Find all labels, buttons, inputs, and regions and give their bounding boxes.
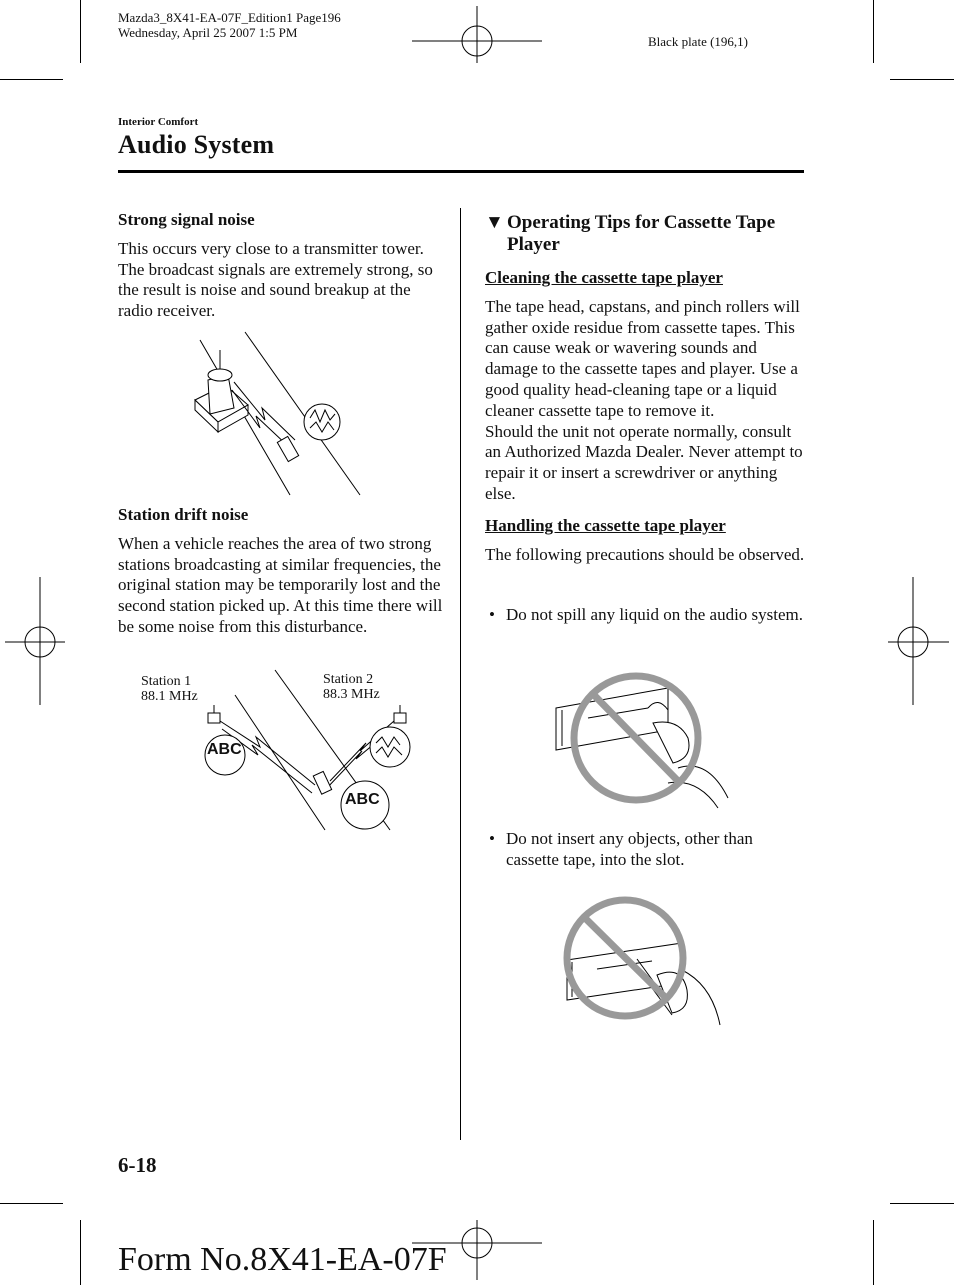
cleaning-body-2: Should the unit not operate normally, consult an Authorized Mazda Dealer. Never attempt to repair it or insert a screwdriver or anything else.: [485, 421, 803, 503]
station2-name: Station 2: [323, 672, 374, 687]
strong-signal-body: This occurs very close to a transmitter tower. The broadcast signals are extremely strong, so the result is noise and sound breakup at the radio receiver.: [118, 238, 433, 321]
station1-name: Station 1: [141, 674, 192, 689]
cassette-tips-heading-row: [485, 212, 805, 256]
triangle-marker-icon: ▼: [485, 212, 504, 233]
form-number: Form No.8X41-EA-07F: [118, 1241, 447, 1278]
abc-clear-text: ABC: [207, 741, 242, 758]
cassette-tips-section: [485, 212, 805, 565]
no-liquid-illustration: [548, 668, 748, 818]
bullet-mark: •: [489, 829, 495, 848]
section-label: Interior Comfort: [118, 116, 199, 128]
column-divider: [460, 208, 461, 1140]
title-rule: [118, 170, 804, 173]
page-number: 6-18: [118, 1153, 157, 1177]
cleaning-heading: Cleaning the cassette tape player: [485, 268, 723, 287]
no-objects-illustration: [562, 895, 742, 1035]
abc-noisy-text: ABC: [345, 791, 380, 808]
station1-frequency: 88.1 MHz: [141, 689, 198, 704]
strong-signal-section: [118, 210, 443, 322]
bullet-text: Do not spill any liquid on the audio system.: [506, 605, 804, 624]
print-header-line1: Mazda3_8X41-EA-07F_Edition1 Page196: [118, 10, 341, 25]
bullet-mark: •: [489, 605, 495, 624]
print-header-right: Black plate (196,1): [648, 34, 748, 49]
list-item: [485, 829, 805, 871]
page-title: Audio System: [118, 130, 275, 159]
station-drift-heading: Station drift noise: [118, 505, 249, 524]
station-drift-section: [118, 505, 443, 638]
print-header-line2: Wednesday, April 25 2007 1:5 PM: [118, 25, 298, 40]
handling-intro: The following precautions should be observed.: [485, 544, 805, 564]
strong-signal-heading: Strong signal noise: [118, 210, 255, 229]
handling-heading: Handling the cassette tape player: [485, 515, 726, 535]
station-drift-body: When a vehicle reaches the area of two strong stations broadcasting at similar frequencies, the original station may be temporarily lost and the second station picked up. At this time there will be some noise from this disturbance.: [118, 533, 443, 636]
strong-signal-illustration: [190, 330, 390, 500]
list-item: [485, 605, 805, 626]
cleaning-body-1: The tape head, capstans, and pinch rollers will gather oxide residue from cassette tapes. This can cause weak or wavering sounds and damage to the cassette tapes and player. Use a good quality head-cleaning tape or a liquid cleaner cassette tape to remove it.: [485, 296, 800, 420]
bullet-text: Do not insert any objects, other than cassette tape, into the slot.: [506, 829, 753, 869]
station2-frequency: 88.3 MHz: [323, 687, 380, 702]
cassette-tips-heading: Operating Tips for Cassette Tape Player: [507, 212, 776, 255]
